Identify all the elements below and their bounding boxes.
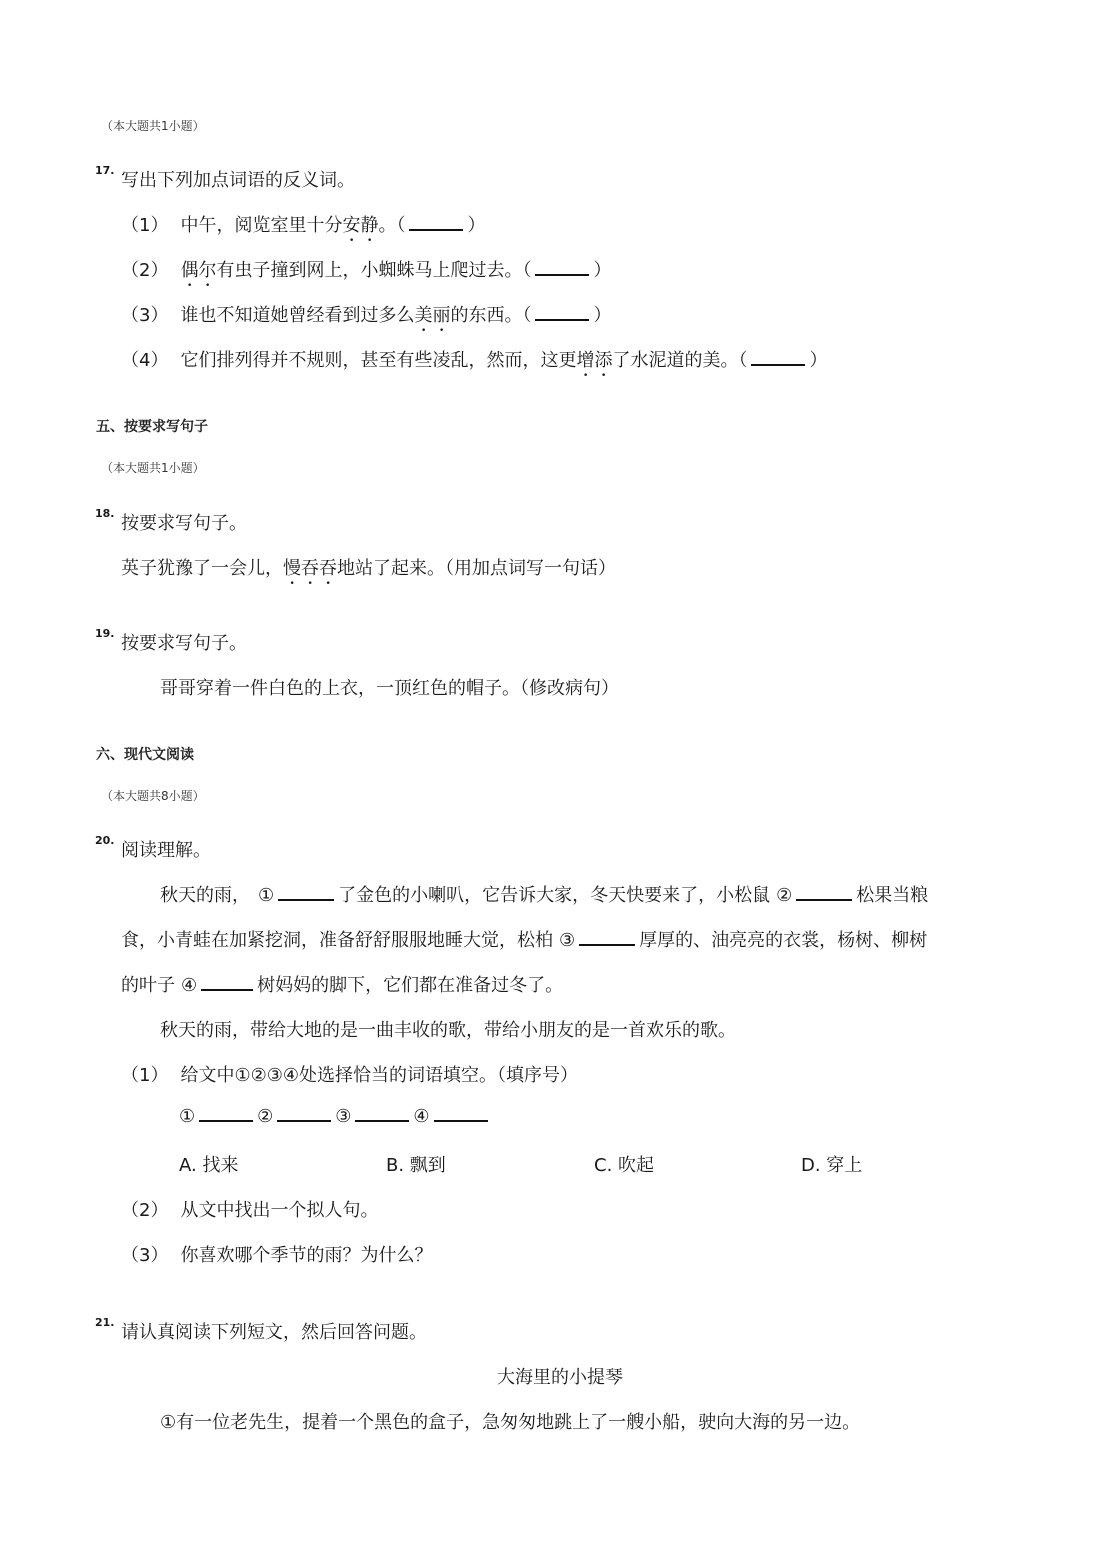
- answer-blank[interactable]: [434, 1116, 488, 1122]
- sub-question-text: 中午，阅览室里十分: [180, 215, 343, 236]
- sub-question-number: （3）: [121, 305, 169, 326]
- blank-marker: ④: [413, 1106, 430, 1127]
- answer-blank[interactable]: [355, 1116, 409, 1122]
- passage-text: 树妈妈的脚下，它们都在准备过冬了。: [257, 975, 564, 996]
- passage-text: 松果当粮: [856, 885, 929, 906]
- emphasized-word: 增添: [576, 350, 613, 371]
- question-stem: 写出下列加点词语的反义词。: [121, 170, 355, 191]
- option-b: B. 飘到: [386, 1155, 446, 1176]
- passage-title: 大海里的小提琴: [497, 1367, 623, 1388]
- sub-question: [121, 256, 611, 291]
- section-note: （本大题共1小题）: [101, 119, 205, 133]
- sub-question-text: 谁也不知道她曾经看到过多么: [180, 305, 415, 326]
- passage-line: [121, 926, 927, 952]
- sub-question-text: 的东西。（: [450, 305, 532, 326]
- passage-text: 了金色的小喇叭，它告诉大家，冬天快要来了，小松鼠: [338, 885, 771, 906]
- question-text: 地站了起来。（用加点词写一句话）: [337, 558, 616, 579]
- sub-question-text: 给文中①②③④处选择恰当的词语填空。（填序号）: [180, 1065, 578, 1086]
- sub-question: [121, 211, 485, 246]
- option-c: C. 吹起: [594, 1155, 655, 1176]
- question-stem: 按要求写句子。: [121, 633, 247, 654]
- question-stem: 请认真阅读下列短文，然后回答问题。: [121, 1322, 427, 1343]
- question-stem: 按要求写句子。: [121, 513, 247, 534]
- section-title: 六、现代文阅读: [96, 747, 194, 763]
- emphasized-word: 慢吞吞: [283, 558, 337, 579]
- section-note: （本大题共8小题）: [101, 789, 205, 803]
- question-text: 英子犹豫了一会儿，: [121, 558, 283, 579]
- passage-text: 食，小青蛙在加紧挖洞，准备舒舒服服地睡大觉，松柏: [121, 930, 553, 951]
- answer-blank[interactable]: [277, 1116, 331, 1122]
- sub-question-number: （1）: [121, 215, 169, 236]
- close-paren: ）: [593, 305, 612, 326]
- section-title: 五、按要求写句子: [96, 419, 208, 435]
- fill-in-row: [179, 1106, 492, 1127]
- question-number: 20.: [95, 834, 115, 847]
- sub-question: [121, 346, 827, 381]
- sub-question: [121, 1241, 432, 1267]
- close-paren: ）: [593, 260, 612, 281]
- passage-line: [160, 881, 928, 907]
- sub-question: [121, 301, 611, 336]
- section-note: （本大题共1小题）: [101, 461, 205, 475]
- question-number: 19.: [95, 627, 115, 640]
- option-d: D. 穿上: [801, 1155, 863, 1176]
- answer-blank[interactable]: [201, 985, 253, 991]
- sub-question-number: （2）: [121, 1200, 169, 1221]
- question-text: 哥哥穿着一件白色的上衣，一顶红色的帽子。（修改病句）: [160, 678, 619, 699]
- blank-marker: ③: [559, 930, 576, 951]
- question-number: 21.: [95, 1316, 115, 1329]
- sub-question-number: （1）: [121, 1065, 169, 1086]
- answer-blank[interactable]: [409, 225, 463, 231]
- answer-blank[interactable]: [751, 360, 805, 366]
- sub-question-text: 了水泥道的美。（: [612, 350, 748, 371]
- blank-marker: ④: [181, 975, 198, 996]
- sub-question-text: 你喜欢哪个季节的雨？为什么？: [180, 1245, 433, 1266]
- answer-blank[interactable]: [579, 940, 635, 946]
- passage-text: 厚厚的、油亮亮的衣裳，杨树、柳树: [639, 930, 928, 951]
- blank-marker: ①: [258, 885, 275, 906]
- sub-question-number: （2）: [121, 260, 169, 281]
- sub-question: [121, 1061, 578, 1087]
- blank-marker: ③: [335, 1106, 352, 1127]
- passage-line: [121, 971, 563, 997]
- question-stem: 阅读理解。: [121, 840, 211, 861]
- blank-marker: ②: [257, 1106, 274, 1127]
- close-paren: ）: [467, 215, 486, 236]
- answer-blank[interactable]: [535, 315, 589, 321]
- answer-blank[interactable]: [796, 895, 852, 901]
- blank-marker: ①: [179, 1106, 196, 1127]
- sub-question-text: 有虫子撞到网上，小蜘蛛马上爬过去。（: [216, 260, 532, 281]
- answer-blank[interactable]: [535, 270, 589, 276]
- sub-question-text: 从文中找出一个拟人句。: [180, 1200, 379, 1221]
- passage-text: 秋天的雨，: [160, 885, 250, 906]
- answer-blank[interactable]: [199, 1116, 253, 1122]
- answer-blank[interactable]: [278, 895, 334, 901]
- sub-question-number: （3）: [121, 1245, 169, 1266]
- option-a: A. 找来: [179, 1155, 239, 1176]
- sub-question: [121, 1196, 378, 1222]
- sub-question-text: 。（: [378, 215, 406, 236]
- passage-text: 的叶子: [121, 975, 175, 996]
- emphasized-word: 安静: [342, 215, 379, 236]
- sub-question-text: 它们排列得并不规则，甚至有些凌乱，然而，这更: [180, 350, 577, 371]
- blank-marker: ②: [776, 885, 793, 906]
- sub-question-number: （4）: [121, 350, 169, 371]
- passage-line: ①有一位老先生，提着一个黑色的盒子，急匆匆地跳上了一艘小船，驶向大海的另一边。: [160, 1412, 861, 1433]
- passage-line: 秋天的雨，带给大地的是一曲丰收的歌，带给小朋友的是一首欢乐的歌。: [160, 1020, 736, 1041]
- question-body: [121, 554, 616, 589]
- question-number: 17.: [95, 164, 115, 177]
- question-number: 18.: [95, 507, 115, 520]
- emphasized-word: 偶尔: [180, 260, 217, 281]
- close-paren: ）: [809, 350, 828, 371]
- emphasized-word: 美丽: [414, 305, 451, 326]
